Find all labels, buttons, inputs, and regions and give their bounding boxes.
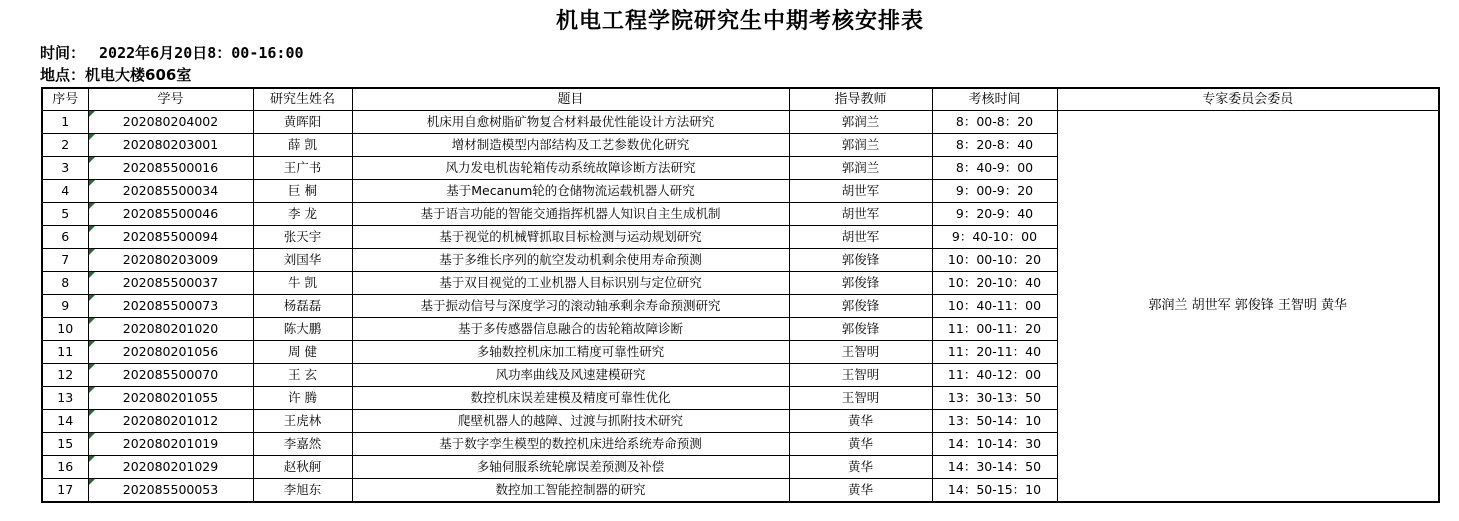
place-label: 地点： bbox=[40, 66, 86, 84]
cell-exam-time: 14：50-15：10 bbox=[932, 479, 1057, 503]
cell-student-id: 202085500016 bbox=[88, 157, 253, 180]
header-exam-time: 考核时间 bbox=[932, 88, 1057, 111]
cell-advisor: 郭俊锋 bbox=[789, 272, 932, 295]
cell-topic: 基于双目视觉的工业机器人目标识别与定位研究 bbox=[352, 272, 789, 295]
cell-student-id: 202080201012 bbox=[88, 410, 253, 433]
cell-no: 15 bbox=[42, 433, 88, 456]
cell-student-id: 202080204002 bbox=[88, 111, 253, 134]
cell-no: 5 bbox=[42, 203, 88, 226]
cell-student-id: 202085500070 bbox=[88, 364, 253, 387]
header-student-id: 学号 bbox=[88, 88, 253, 111]
cell-exam-time: 11：40-12：00 bbox=[932, 364, 1057, 387]
cell-topic: 多轴伺服系统轮廓误差预测及补偿 bbox=[352, 456, 789, 479]
cell-student-id: 202085500053 bbox=[88, 479, 253, 503]
cell-advisor: 胡世军 bbox=[789, 180, 932, 203]
cell-topic: 基于Mecanum轮的仓储物流运载机器人研究 bbox=[352, 180, 789, 203]
cell-advisor: 王智明 bbox=[789, 364, 932, 387]
cell-student-name: 陈大鹏 bbox=[253, 318, 352, 341]
header-student-name: 研究生姓名 bbox=[253, 88, 352, 111]
cell-exam-time: 8：00-8：20 bbox=[932, 111, 1057, 134]
cell-student-id: 202085500046 bbox=[88, 203, 253, 226]
cell-student-name: 巨 桐 bbox=[253, 180, 352, 203]
cell-student-name: 黄晖阳 bbox=[253, 111, 352, 134]
cell-advisor: 郭俊锋 bbox=[789, 295, 932, 318]
cell-topic: 风功率曲线及风速建模研究 bbox=[352, 364, 789, 387]
cell-student-name: 许 腾 bbox=[253, 387, 352, 410]
cell-topic: 多轴数控机床加工精度可靠性研究 bbox=[352, 341, 789, 364]
cell-student-id: 202080203001 bbox=[88, 134, 253, 157]
cell-student-name: 牛 凯 bbox=[253, 272, 352, 295]
cell-exam-time: 9：20-9：40 bbox=[932, 203, 1057, 226]
cell-advisor: 郭润兰 bbox=[789, 134, 932, 157]
cell-student-name: 刘国华 bbox=[253, 249, 352, 272]
cell-exam-time: 8：40-9：00 bbox=[932, 157, 1057, 180]
cell-advisor: 郭润兰 bbox=[789, 157, 932, 180]
schedule-table bbox=[41, 87, 1440, 503]
cell-no: 4 bbox=[42, 180, 88, 203]
header-row bbox=[42, 88, 1439, 111]
cell-exam-time: 10：40-11：00 bbox=[932, 295, 1057, 318]
cell-topic: 机床用自愈树脂矿物复合材料最优性能设计方法研究 bbox=[352, 111, 789, 134]
cell-no: 17 bbox=[42, 479, 88, 503]
cell-topic: 增材制造模型内部结构及工艺参数优化研究 bbox=[352, 134, 789, 157]
cell-topic: 基于视觉的机械臂抓取目标检测与运动规划研究 bbox=[352, 226, 789, 249]
cell-advisor: 胡世军 bbox=[789, 226, 932, 249]
cell-student-name: 李 龙 bbox=[253, 203, 352, 226]
header-advisor: 指导教师 bbox=[789, 88, 932, 111]
cell-student-name: 李旭东 bbox=[253, 479, 352, 503]
cell-advisor: 黄华 bbox=[789, 433, 932, 456]
cell-exam-time: 13：50-14：10 bbox=[932, 410, 1057, 433]
cell-no: 8 bbox=[42, 272, 88, 295]
cell-advisor: 王智明 bbox=[789, 387, 932, 410]
cell-student-name: 李嘉然 bbox=[253, 433, 352, 456]
cell-advisor: 王智明 bbox=[789, 341, 932, 364]
cell-advisor: 黄华 bbox=[789, 479, 932, 503]
cell-student-id: 202080201019 bbox=[88, 433, 253, 456]
cell-student-id: 202080201056 bbox=[88, 341, 253, 364]
cell-exam-time: 14：30-14：50 bbox=[932, 456, 1057, 479]
cell-topic: 爬壁机器人的越障、过渡与抓附技术研究 bbox=[352, 410, 789, 433]
cell-student-name: 周 健 bbox=[253, 341, 352, 364]
table-row bbox=[42, 111, 1439, 134]
cell-advisor: 郭俊锋 bbox=[789, 249, 932, 272]
cell-student-name: 杨磊磊 bbox=[253, 295, 352, 318]
cell-exam-time: 13：30-13：50 bbox=[932, 387, 1057, 410]
cell-exam-time: 11：00-11：20 bbox=[932, 318, 1057, 341]
cell-student-id: 202080201029 bbox=[88, 456, 253, 479]
cell-no: 1 bbox=[42, 111, 88, 134]
cell-exam-time: 8：20-8：40 bbox=[932, 134, 1057, 157]
cell-no: 3 bbox=[42, 157, 88, 180]
cell-topic: 数控加工智能控制器的研究 bbox=[352, 479, 789, 503]
cell-advisor: 黄华 bbox=[789, 410, 932, 433]
cell-student-name: 张天宇 bbox=[253, 226, 352, 249]
cell-topic: 基于数字孪生模型的数控机床进给系统寿命预测 bbox=[352, 433, 789, 456]
header-committee: 专家委员会委员 bbox=[1057, 88, 1439, 111]
time-line bbox=[40, 42, 304, 63]
cell-student-name: 薛 凯 bbox=[253, 134, 352, 157]
time-value: 2022年6月20日8：00-16:00 bbox=[99, 44, 304, 62]
cell-student-id: 202085500037 bbox=[88, 272, 253, 295]
cell-topic: 数控机床误差建模及精度可靠性优化 bbox=[352, 387, 789, 410]
cell-no: 7 bbox=[42, 249, 88, 272]
cell-no: 6 bbox=[42, 226, 88, 249]
cell-topic: 基于振动信号与深度学习的滚动轴承剩余寿命预测研究 bbox=[352, 295, 789, 318]
cell-student-name: 王 玄 bbox=[253, 364, 352, 387]
header-topic: 题目 bbox=[352, 88, 789, 111]
cell-exam-time: 9：40-10：00 bbox=[932, 226, 1057, 249]
cell-exam-time: 9：00-9：20 bbox=[932, 180, 1057, 203]
cell-topic: 基于多维长序列的航空发动机剩余使用寿命预测 bbox=[352, 249, 789, 272]
page-title: 机电工程学院研究生中期考核安排表 bbox=[555, 9, 924, 34]
cell-student-name: 王虎林 bbox=[253, 410, 352, 433]
header-no: 序号 bbox=[42, 88, 88, 111]
cell-student-name: 赵秋舸 bbox=[253, 456, 352, 479]
cell-student-id: 202085500073 bbox=[88, 295, 253, 318]
cell-no: 2 bbox=[42, 134, 88, 157]
cell-exam-time: 10：00-10：20 bbox=[932, 249, 1057, 272]
cell-no: 9 bbox=[42, 295, 88, 318]
cell-no: 13 bbox=[42, 387, 88, 410]
cell-no: 11 bbox=[42, 341, 88, 364]
cell-topic: 基于语言功能的智能交通指挥机器人知识自主生成机制 bbox=[352, 203, 789, 226]
time-label: 时间： bbox=[40, 44, 86, 62]
cell-no: 12 bbox=[42, 364, 88, 387]
cell-student-id: 202085500034 bbox=[88, 180, 253, 203]
place-value: 机电大楼606室 bbox=[85, 66, 192, 84]
cell-advisor: 黄华 bbox=[789, 456, 932, 479]
cell-no: 14 bbox=[42, 410, 88, 433]
place-line bbox=[40, 64, 191, 85]
cell-advisor: 胡世军 bbox=[789, 203, 932, 226]
cell-no: 16 bbox=[42, 456, 88, 479]
cell-exam-time: 14：10-14：30 bbox=[932, 433, 1057, 456]
cell-student-id: 202080203009 bbox=[88, 249, 253, 272]
cell-student-id: 202080201020 bbox=[88, 318, 253, 341]
cell-exam-time: 10：20-10：40 bbox=[932, 272, 1057, 295]
cell-advisor: 郭俊锋 bbox=[789, 318, 932, 341]
cell-topic: 基于多传感器信息融合的齿轮箱故障诊断 bbox=[352, 318, 789, 341]
cell-exam-time: 11：20-11：40 bbox=[932, 341, 1057, 364]
cell-student-id: 202085500094 bbox=[88, 226, 253, 249]
cell-advisor: 郭润兰 bbox=[789, 111, 932, 134]
cell-student-id: 202080201055 bbox=[88, 387, 253, 410]
cell-committee: 郭润兰 胡世军 郭俊锋 王智明 黄华 bbox=[1057, 111, 1439, 503]
cell-topic: 风力发电机齿轮箱传动系统故障诊断方法研究 bbox=[352, 157, 789, 180]
cell-no: 10 bbox=[42, 318, 88, 341]
cell-student-name: 王广书 bbox=[253, 157, 352, 180]
